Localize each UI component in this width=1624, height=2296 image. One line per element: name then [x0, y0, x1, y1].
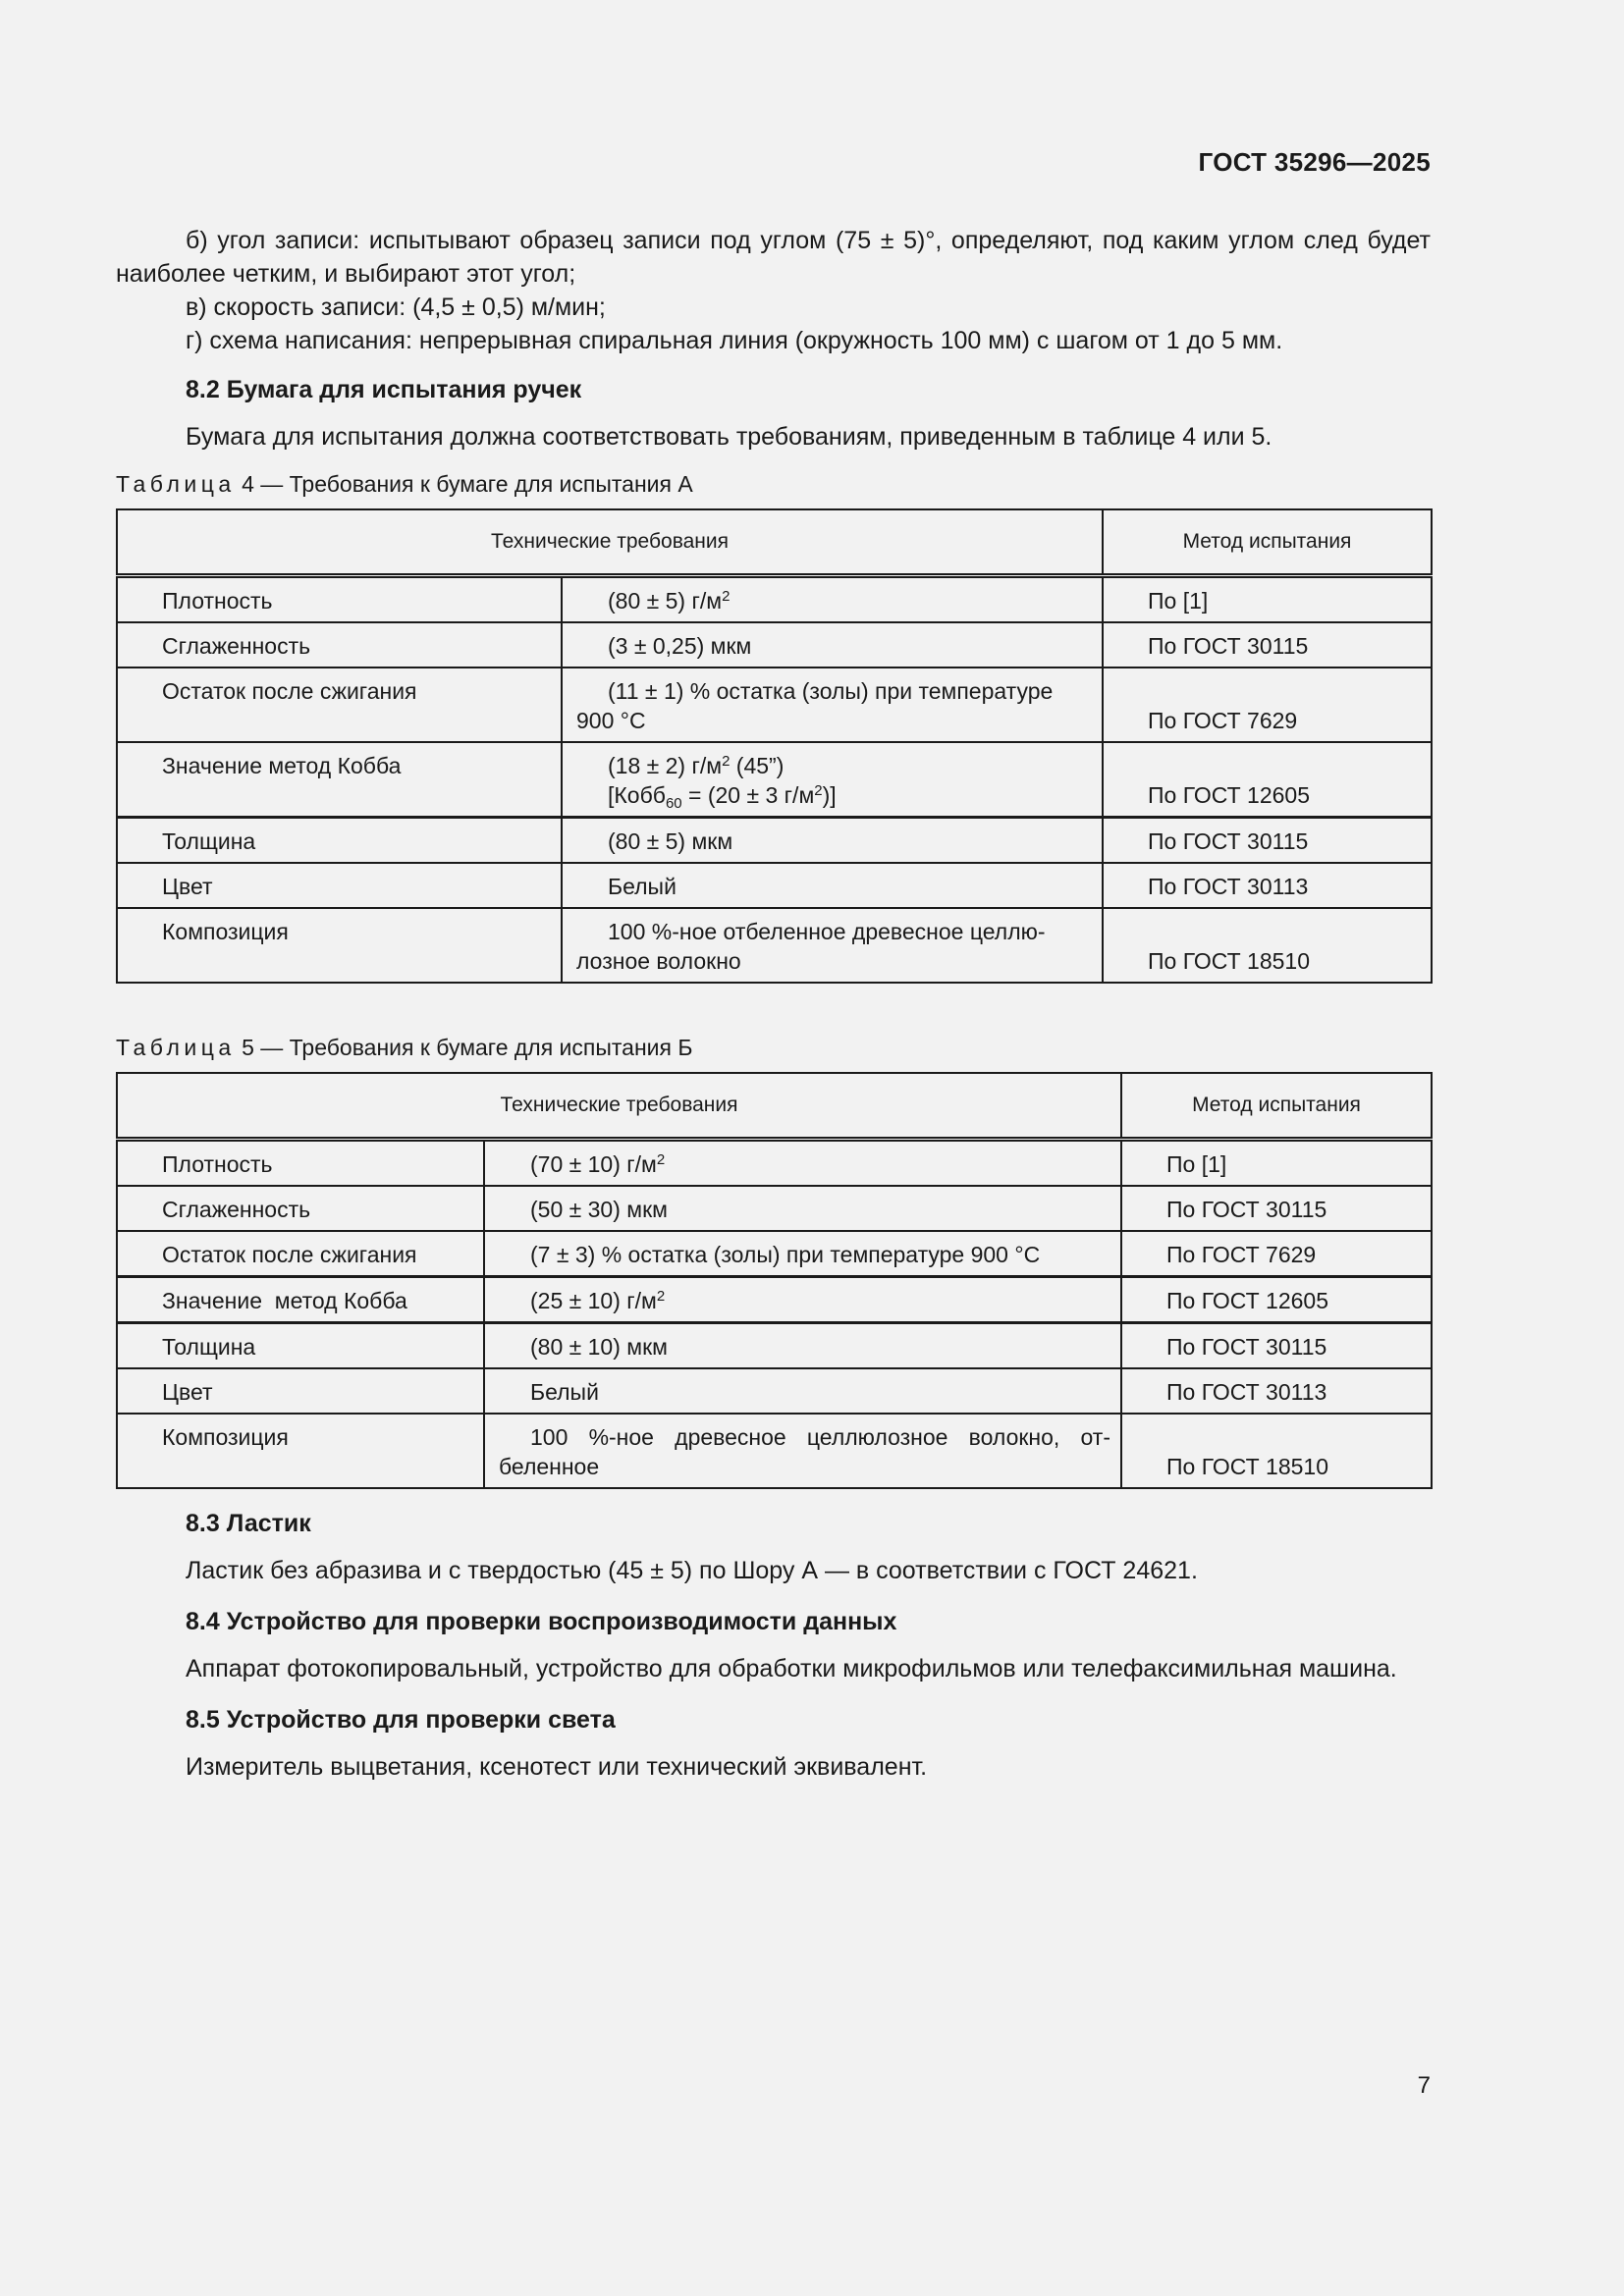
table-row [117, 908, 1432, 983]
table-row [117, 1186, 1432, 1231]
value-text: (80 ± 5) мкм [608, 828, 733, 854]
column-header-method: Метод испытания [1121, 1073, 1432, 1140]
table-row [117, 1368, 1432, 1414]
section-text-8-4: Аппарат фотокопировальный, устройство для обработки микрофильмов или телефаксимильная машина. [186, 1655, 1397, 1682]
section-heading-8-5: 8.5 Устройство для проверки света [186, 1706, 616, 1734]
page-number: 7 [1417, 2072, 1431, 2099]
table-cell-value [562, 742, 1103, 818]
value-text-line2: лозное волокно [576, 948, 741, 974]
table-cell-method: По ГОСТ 30113 [1121, 1368, 1432, 1414]
table-row [117, 576, 1432, 623]
table-row [117, 1323, 1432, 1369]
table-cell-param: Остаток после сжигания [117, 1231, 484, 1277]
value-text-line2: 900 °C [576, 708, 646, 733]
list-item-b: б) угол записи: испытывают образец записи под углом (75 ± 5)°, определяют, под каким углом след будет наиболее четким, и выбирают этот угол; [116, 227, 1431, 288]
table-row [117, 818, 1432, 864]
table5-caption-label: Таблица [116, 1035, 236, 1060]
table5-caption-text: 5 — Требования к бумаге для испытания Б [242, 1035, 693, 1060]
table-cell-param: Значение метод Кобба [117, 1277, 484, 1323]
table-cell-param: Плотность [117, 576, 562, 623]
table-cell-method: По ГОСТ 30115 [1103, 818, 1432, 864]
value-text: (80 ± 10) мкм [530, 1334, 668, 1360]
value-text: = (20 ± 3 г/м [681, 782, 815, 808]
list-item-v: в) скорость записи: (4,5 ± 0,5) м/мин; [186, 294, 606, 321]
table-cell-method: По ГОСТ 12605 [1121, 1277, 1432, 1323]
value-superscript: 2 [656, 1288, 666, 1305]
value-text-line1: (11 ± 1) % остатка (золы) при температуре [608, 678, 1054, 704]
section-text-8-5: Измеритель выцветания, ксенотест или технический эквивалент. [186, 1753, 928, 1781]
table-cell-method: По ГОСТ 30115 [1103, 622, 1432, 667]
table-header-row [117, 509, 1432, 576]
value-text: (70 ± 10) г/м [530, 1151, 657, 1177]
table-cell-method: По ГОСТ 30115 [1121, 1186, 1432, 1231]
table-cell-value [562, 667, 1103, 742]
table-cell-value [562, 863, 1103, 908]
table-cell-value [562, 908, 1103, 983]
table4-caption [116, 469, 1431, 499]
table-cell-method: По ГОСТ 30115 [1121, 1323, 1432, 1369]
value-text: [Кобб [608, 782, 666, 808]
value-text: Белый [530, 1379, 599, 1405]
section-text-8-3: Ластик без абразива и с твердостью (45 ± 5) по Шору А — в соответствии с ГОСТ 24621. [186, 1557, 1198, 1584]
table-cell-param: Толщина [117, 818, 562, 864]
value-text: (18 ± 2) г/м [608, 753, 723, 778]
value-text-line1: 100 %-ное отбеленное древесное целлю- [608, 919, 1046, 944]
table-cell-param: Значение метод Кобба [117, 742, 562, 818]
table-cell-value [484, 1277, 1121, 1323]
value-text: (25 ± 10) г/м [530, 1288, 657, 1313]
value-text: (45”) [730, 753, 785, 778]
value-text: (7 ± 3) % остатка (золы) при температуре 900 °C [530, 1242, 1041, 1267]
page-content [116, 224, 1431, 1784]
table-cell-method: По [1] [1121, 1140, 1432, 1187]
table-row [117, 1277, 1432, 1323]
table-row [117, 1231, 1432, 1277]
table-cell-value [484, 1414, 1121, 1488]
table-row [117, 1140, 1432, 1187]
table-cell-method: По ГОСТ 7629 [1121, 1231, 1432, 1277]
table-cell-value [562, 818, 1103, 864]
value-superscript: 2 [722, 753, 731, 770]
value-text: (50 ± 30) мкм [530, 1197, 668, 1222]
table-cell-param: Композиция [117, 908, 562, 983]
table-cell-value [484, 1323, 1121, 1369]
table-row [117, 863, 1432, 908]
table-cell-method: По ГОСТ 30113 [1103, 863, 1432, 908]
table-4 [116, 508, 1433, 984]
column-header-method: Метод испытания [1103, 509, 1432, 576]
table-header-row [117, 1073, 1432, 1140]
table-row [117, 742, 1432, 818]
table5-caption [116, 1033, 1431, 1062]
value-text: )] [822, 782, 837, 808]
table-5 [116, 1072, 1433, 1489]
table-cell-value [562, 622, 1103, 667]
table-cell-value [484, 1231, 1121, 1277]
table4-caption-label: Таблица [116, 471, 236, 497]
document-id: ГОСТ 35296—2025 [1198, 147, 1431, 177]
table-cell-method: По ГОСТ 18510 [1121, 1414, 1432, 1488]
section-heading-8-4: 8.4 Устройство для проверки воспроизводимости данных [186, 1608, 897, 1635]
table-cell-method: По ГОСТ 18510 [1103, 908, 1432, 983]
section-heading-8-2: 8.2 Бумага для испытания ручек [186, 376, 582, 403]
section-heading-8-3: 8.3 Ластик [186, 1510, 311, 1537]
table-cell-method: По ГОСТ 7629 [1103, 667, 1432, 742]
column-header-requirements: Технические требования [117, 509, 1103, 576]
table4-caption-text: 4 — Требования к бумаге для испытания А [242, 471, 693, 497]
table-row [117, 1414, 1432, 1488]
value-subscript: 60 [665, 795, 682, 812]
value-superscript: 2 [722, 588, 731, 605]
table-cell-value [562, 576, 1103, 623]
list-item-g: г) схема написания: непрерывная спиральная линия (окружность 100 мм) с шагом от 1 до 5 мм. [186, 327, 1283, 354]
value-text-line1: 100 %-ное древесное целлюлозное волокно, от- [530, 1424, 1110, 1450]
table-cell-param: Плотность [117, 1140, 484, 1187]
table-cell-value [484, 1140, 1121, 1187]
table-cell-param: Сглаженность [117, 1186, 484, 1231]
table-row [117, 667, 1432, 742]
table-cell-value [484, 1186, 1121, 1231]
section-text-8-2: Бумага для испытания должна соответствовать требованиям, приведенным в таблице 4 или 5. [186, 423, 1272, 451]
value-superscript: 2 [814, 782, 823, 799]
value-text: (80 ± 5) г/м [608, 588, 723, 614]
value-text-line2: беленное [499, 1454, 600, 1479]
table-cell-value [484, 1368, 1121, 1414]
table-cell-method: По ГОСТ 12605 [1103, 742, 1432, 818]
table-cell-param: Толщина [117, 1323, 484, 1369]
table-cell-param: Композиция [117, 1414, 484, 1488]
value-text: (3 ± 0,25) мкм [608, 633, 752, 659]
table-cell-param: Цвет [117, 863, 562, 908]
table-row [117, 622, 1432, 667]
table-cell-method: По [1] [1103, 576, 1432, 623]
table-cell-param: Цвет [117, 1368, 484, 1414]
value-text: Белый [608, 874, 677, 899]
table-cell-param: Сглаженность [117, 622, 562, 667]
table-cell-param: Остаток после сжигания [117, 667, 562, 742]
column-header-requirements: Технические требования [117, 1073, 1121, 1140]
value-superscript: 2 [656, 1151, 666, 1168]
